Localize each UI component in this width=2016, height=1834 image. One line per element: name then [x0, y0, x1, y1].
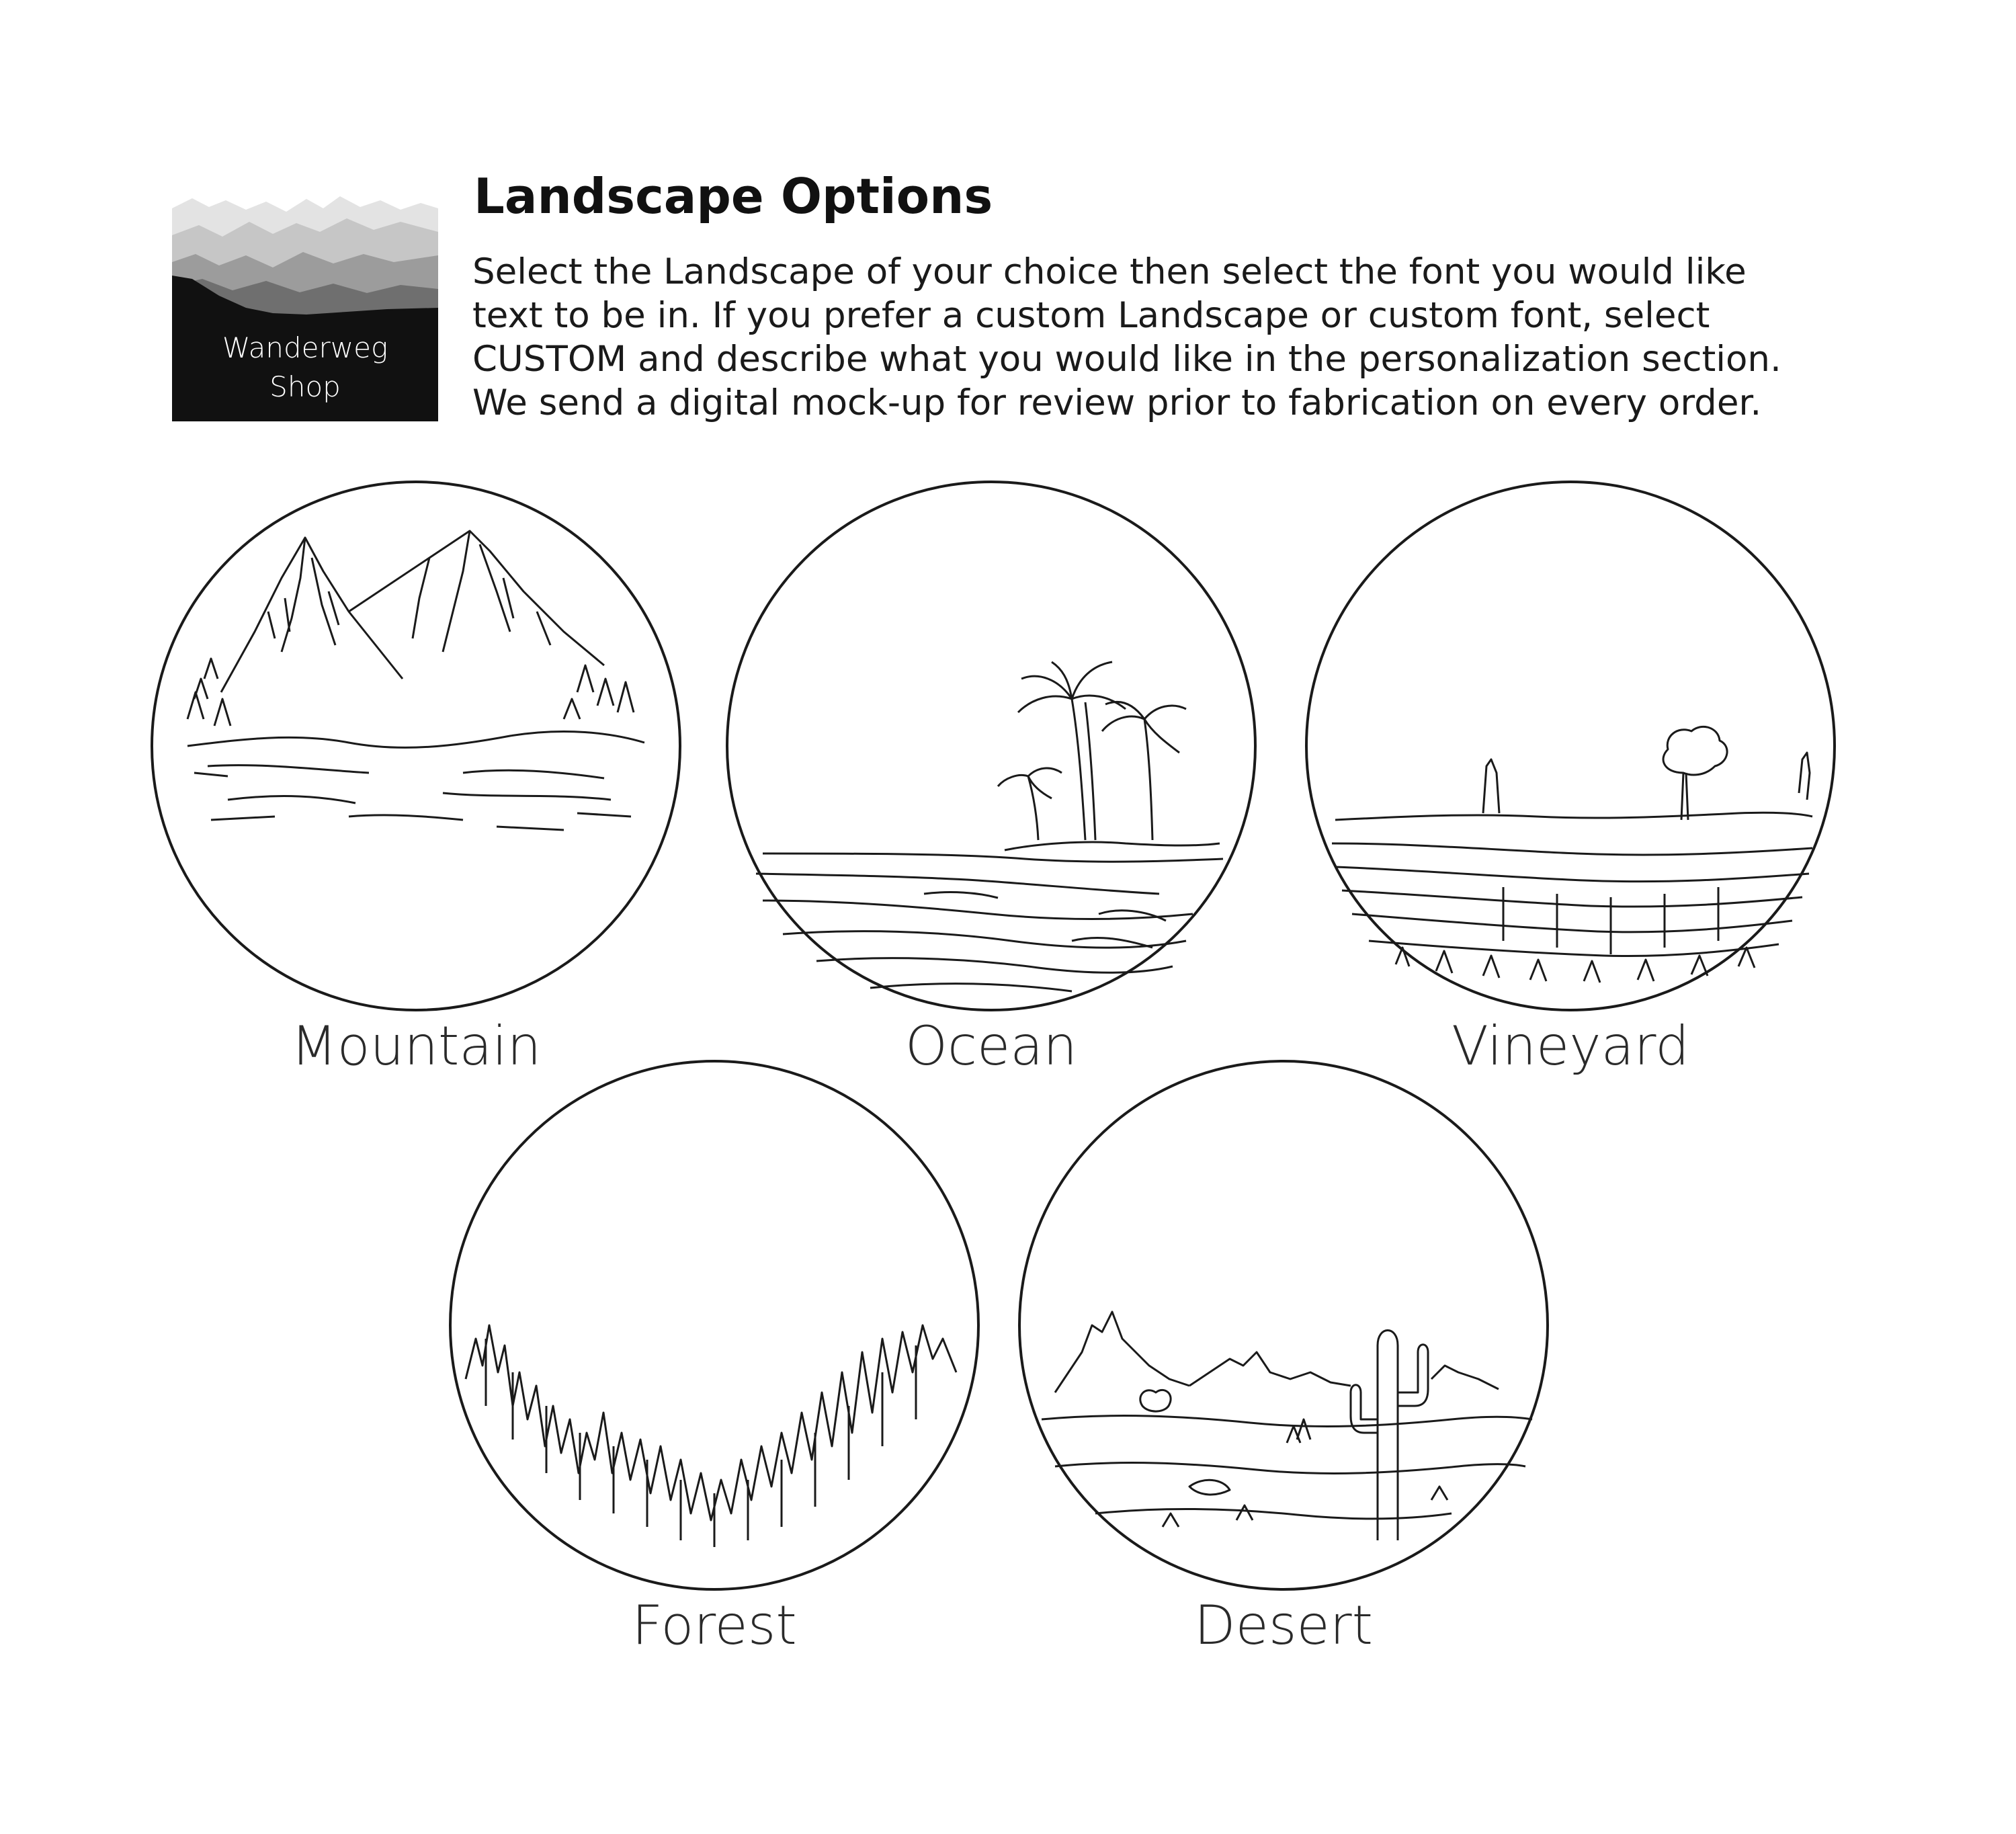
- logo-line-2: Shop: [269, 370, 341, 403]
- option-label: Desert: [1194, 1594, 1373, 1657]
- forest-treeline-icon: [446, 1056, 983, 1594]
- option-ocean[interactable]: [722, 477, 1260, 1082]
- option-desert[interactable]: [1015, 1056, 1552, 1661]
- description-line: text to be in. If you prefer a custom Landscape or custom font, select: [472, 295, 1710, 336]
- palm-beach-icon: [722, 477, 1260, 1015]
- option-label: Vineyard: [1452, 1015, 1689, 1077]
- option-label: Forest: [632, 1594, 797, 1657]
- logo-text: [172, 329, 438, 407]
- shop-logo: [172, 195, 438, 421]
- description-line: CUSTOM and describe what you would like in the personalization section.: [472, 339, 1781, 380]
- logo-line-1: Wanderweg: [222, 331, 388, 364]
- option-vineyard[interactable]: [1302, 477, 1839, 1082]
- page-title: Landscape Options: [474, 168, 993, 224]
- description: [472, 250, 1897, 425]
- description-line: Select the Landscape of your choice then select the font you would like: [472, 251, 1747, 292]
- option-label: Mountain: [290, 1015, 542, 1077]
- vineyard-icon: [1302, 477, 1839, 1015]
- desert-cactus-icon: [1015, 1056, 1552, 1594]
- description-line: We send a digital mock-up for review prior to fabrication on every order.: [472, 382, 1762, 423]
- option-forest[interactable]: [446, 1056, 983, 1661]
- option-label: Ocean: [905, 1015, 1077, 1077]
- mountain-lake-icon: [147, 477, 685, 1015]
- option-mountain[interactable]: [147, 477, 685, 1082]
